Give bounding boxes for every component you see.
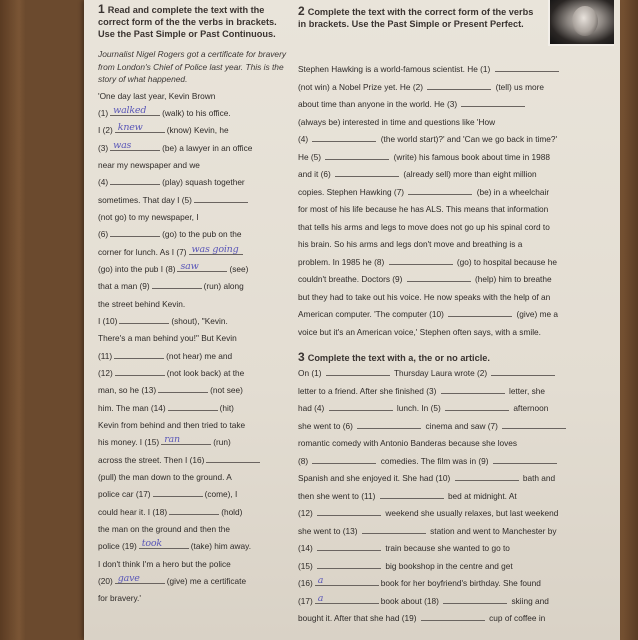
text-line <box>298 96 614 114</box>
answer-blank[interactable] <box>315 577 379 586</box>
worksheet-page <box>84 0 620 640</box>
text-line <box>298 453 614 471</box>
text-fragment: letter, she <box>506 385 545 396</box>
text-line <box>298 219 614 237</box>
text-line <box>298 400 614 418</box>
text-fragment: (go) to hospital because he <box>454 256 557 267</box>
portrait-face <box>572 6 598 36</box>
text-fragment: book about (18) <box>380 595 442 606</box>
exercise-1-instructions: Read and complete the text with the correct form of the the verbs in brackets. Use the Past Simple or Past Continuous. <box>98 5 277 39</box>
story-text: near my newspaper and we <box>98 159 200 170</box>
handwritten-answer: ran <box>164 434 180 446</box>
story-line <box>98 226 288 243</box>
text-fragment: He (5) <box>298 151 324 162</box>
story-text: (hold) <box>221 506 243 517</box>
text-fragment: On (1) <box>298 368 324 378</box>
story-line <box>98 313 288 330</box>
answer-blank[interactable] <box>110 228 160 237</box>
text-line <box>298 324 614 342</box>
story-line <box>98 521 288 538</box>
story-line <box>98 348 288 365</box>
handwritten-answer: saw <box>180 260 199 272</box>
text-fragment: she went to (6) <box>298 420 356 431</box>
text-fragment: romantic comedy with Antonio Banderas because she loves <box>298 438 518 448</box>
exercise-3-number: 3 <box>298 350 305 364</box>
answer-blank[interactable] <box>158 384 208 393</box>
story-text: (11) <box>98 350 113 361</box>
text-line <box>298 271 614 289</box>
story-text: (play) squash together <box>162 177 245 188</box>
text-line <box>298 610 614 628</box>
story-line <box>98 365 288 382</box>
text-fragment: (12) <box>298 508 316 518</box>
answer-blank[interactable] <box>421 612 485 621</box>
answer-blank[interactable] <box>317 542 381 551</box>
text-line <box>298 435 614 453</box>
story-text: I (2) <box>98 125 113 136</box>
text-fragment: letter to a friend. After she finished (3) <box>298 385 439 396</box>
text-fragment: Thursday Laura wrote (2) <box>391 368 490 378</box>
text-fragment: bought it. After that she had (19) <box>298 613 419 623</box>
story-line <box>98 434 288 451</box>
text-fragment: (give) me a <box>514 309 559 319</box>
text-fragment: comedies. The film was in (9) <box>378 455 491 466</box>
story-text: (not see) <box>210 385 243 396</box>
text-line <box>298 114 614 132</box>
text-line <box>298 149 614 167</box>
text-fragment: for most of his life because he has ALS. This means that information <box>298 204 549 214</box>
story-line <box>98 330 288 347</box>
text-fragment: (17) <box>298 595 313 606</box>
exercise-3-instructions: Complete the text with a, the or no article. <box>307 353 490 363</box>
answer-blank[interactable] <box>312 455 376 464</box>
story-text: corner for lunch. As I (7) <box>98 246 187 257</box>
text-fragment: lunch. In (5) <box>394 403 444 413</box>
exercise-2-heading <box>298 5 538 30</box>
handwritten-answer: gave <box>117 573 140 585</box>
text-line <box>298 488 614 506</box>
story-text: (pull) the man down to the ground. A <box>98 472 232 483</box>
answer-blank[interactable] <box>455 472 519 481</box>
story-text: sometimes. That day I (5) <box>98 194 192 205</box>
story-text: (shout), "Kevin. <box>171 315 228 326</box>
story-line <box>98 296 288 313</box>
story-text: (take) him away. <box>190 541 251 552</box>
story-line <box>98 452 288 469</box>
story-text: (see) <box>229 263 249 274</box>
text-fragment: (always be) interested in time and questions like 'How <box>298 116 496 127</box>
text-line <box>298 289 614 307</box>
handwritten-answer: knew <box>117 122 143 134</box>
answer-blank[interactable] <box>115 367 165 376</box>
story-line <box>98 573 288 590</box>
answer-blank[interactable] <box>445 402 509 411</box>
exercise-2-number: 2 <box>298 4 305 18</box>
text-fragment: weekend she usually relaxes, but last weekend <box>383 508 559 518</box>
story-text: (not go) to my newspaper, I <box>98 211 199 222</box>
text-line <box>298 558 614 576</box>
answer-blank[interactable] <box>168 402 218 411</box>
story-line <box>98 174 288 191</box>
story-text: (12) <box>98 368 113 378</box>
text-line <box>298 254 614 272</box>
story-line <box>98 382 288 399</box>
text-fragment: (4) <box>298 134 311 144</box>
text-line <box>298 383 614 401</box>
story-line <box>98 192 288 209</box>
answer-blank[interactable] <box>325 151 389 160</box>
answer-blank[interactable] <box>335 168 399 177</box>
answer-blank[interactable] <box>115 124 165 133</box>
text-fragment: (not win) a Nobel Prize yet. He (2) <box>298 81 426 92</box>
text-fragment: and it (6) <box>298 169 334 179</box>
text-fragment: problem. In 1985 he (8) <box>298 256 387 267</box>
exercise-2-instructions: Complete the text with the correct form of the verbs in brackets. Use the Past Simple or Present Perfect. <box>298 7 534 29</box>
text-line <box>298 365 614 383</box>
answer-blank[interactable] <box>177 260 227 272</box>
text-line <box>298 575 614 593</box>
story-text: police car (17) <box>98 489 151 500</box>
text-fragment: had (4) <box>298 403 327 413</box>
text-line <box>298 306 614 324</box>
story-text: There's a man behind you!" But Kevin <box>98 333 237 344</box>
answer-blank[interactable] <box>495 63 559 72</box>
text-fragment: his brain. So his arms and legs don't move and breathing is a <box>298 239 523 249</box>
story-line <box>98 417 288 434</box>
text-line <box>298 61 614 79</box>
text-fragment: (15) <box>298 560 316 571</box>
story-text: man, so he (13) <box>98 385 157 396</box>
story-text: (go) to the pub on the <box>162 229 242 240</box>
story-text: Kevin from behind and then tried to take <box>98 420 246 431</box>
exercise-3-heading <box>298 351 614 364</box>
exercise-1-number: 1 <box>98 2 105 16</box>
story-text: (not look back) at the <box>166 368 245 378</box>
story-text: (hit) <box>219 402 234 413</box>
text-fragment: (8) <box>298 455 311 466</box>
answer-blank[interactable] <box>326 367 390 376</box>
answer-blank[interactable] <box>317 507 381 516</box>
answer-blank[interactable] <box>114 350 164 359</box>
text-fragment: she went to (13) <box>298 525 360 536</box>
answer-blank[interactable] <box>110 176 160 185</box>
exercise-3-text <box>298 365 614 628</box>
text-fragment: (help) him to breathe <box>472 274 552 284</box>
text-fragment: (the world start)?' and 'Can we go back in time?' <box>378 134 558 144</box>
text-fragment: that tells his arms and legs to move does not go up his spinal cord to <box>298 221 550 232</box>
text-line <box>298 505 614 523</box>
text-fragment: voice but it's an American voice,' Stephen often says, with a smile. <box>298 326 541 337</box>
text-fragment: station and went to Manchester by <box>427 525 557 536</box>
text-fragment: bed at midnight. At <box>445 490 517 501</box>
story-line <box>98 469 288 486</box>
story-text: (walk) to his office. <box>162 107 231 118</box>
answer-blank[interactable] <box>119 315 169 324</box>
answer-blank[interactable] <box>362 525 426 534</box>
text-fragment: cinema and saw (7) <box>423 420 501 431</box>
handwritten-answer: a <box>317 592 324 604</box>
text-fragment: cup of coffee in <box>486 613 546 623</box>
story-text: (6) <box>98 229 109 240</box>
story-text: (not hear) me and <box>166 350 233 361</box>
story-line <box>98 538 288 555</box>
text-line <box>298 470 614 488</box>
story-line <box>98 504 288 521</box>
story-text: (run) <box>213 437 231 448</box>
text-fragment: American computer. 'The computer (10) <box>298 309 447 319</box>
text-line <box>298 418 614 436</box>
text-fragment: (write) his famous book about time in 1988 <box>391 151 551 162</box>
answer-blank[interactable] <box>448 308 512 317</box>
answer-blank[interactable] <box>161 436 211 445</box>
text-fragment: (14) <box>298 543 316 553</box>
story-text: (give) me a certificate <box>166 576 247 587</box>
text-fragment: big bookshop in the centre and get <box>383 560 513 571</box>
exercise-1-story <box>98 88 288 608</box>
text-line <box>298 236 614 254</box>
answer-blank[interactable] <box>312 133 376 142</box>
answer-blank[interactable] <box>380 490 444 499</box>
text-line <box>298 593 614 611</box>
text-fragment: copies. Stephen Hawking (7) <box>298 186 407 197</box>
answer-blank[interactable] <box>115 575 165 584</box>
text-fragment: book for her boyfriend's birthday. She found <box>380 578 541 588</box>
handwritten-answer: walked <box>113 104 147 116</box>
story-text: could hear it. I (18) <box>98 506 168 517</box>
text-line <box>298 523 614 541</box>
exercise-2-text <box>298 61 614 341</box>
answer-blank[interactable] <box>491 367 555 376</box>
story-line <box>98 400 288 417</box>
story-text: across the street. Then I (16) <box>98 454 205 465</box>
stephen-hawking-photo <box>548 0 614 46</box>
story-text: I don't think I'm a hero but the police <box>98 558 231 569</box>
story-text: I (10) <box>98 315 118 326</box>
answer-blank[interactable] <box>493 455 557 464</box>
text-line <box>298 166 614 184</box>
text-line <box>298 540 614 558</box>
story-line <box>98 278 288 295</box>
story-text: the street behind Kevin. <box>98 298 186 309</box>
answer-blank[interactable] <box>315 592 379 604</box>
text-line <box>298 79 614 97</box>
answer-blank[interactable] <box>407 273 471 282</box>
story-text: (know) Kevin, he <box>166 125 229 136</box>
handwritten-answer: a <box>317 575 324 586</box>
answer-blank[interactable] <box>152 280 202 289</box>
text-fragment: Stephen Hawking is a world-famous scientist. He (1) <box>298 64 493 74</box>
text-fragment: train because she wanted to go to <box>383 543 510 553</box>
answer-blank[interactable] <box>502 420 566 429</box>
handwritten-answer: was going <box>191 243 239 255</box>
story-text: (be) a lawyer in an office <box>162 142 253 153</box>
story-text: 'One day last year, Kevin Brown <box>98 90 216 101</box>
handwritten-answer: took <box>141 538 162 550</box>
story-line <box>98 140 288 157</box>
answer-blank[interactable] <box>389 256 453 265</box>
answer-blank[interactable] <box>206 454 260 463</box>
text-fragment: (already sell) more than eight million <box>401 169 537 179</box>
answer-blank[interactable] <box>357 420 421 429</box>
text-fragment: afternoon <box>511 403 549 413</box>
exercise-1-heading <box>98 3 288 40</box>
story-text: police (19) <box>98 541 137 552</box>
text-fragment: couldn't breathe. Doctors (9) <box>298 274 405 284</box>
story-line <box>98 486 288 503</box>
text-fragment: (be) in a wheelchair <box>474 186 550 197</box>
text-fragment: bath and <box>520 473 556 483</box>
answer-blank[interactable] <box>153 488 203 497</box>
answer-blank[interactable] <box>110 139 160 151</box>
text-fragment: skiing and <box>509 595 549 606</box>
story-text: (20) <box>98 576 113 587</box>
handwritten-answer: was <box>113 139 132 151</box>
story-line <box>98 590 288 607</box>
answer-blank[interactable] <box>189 243 243 255</box>
answer-blank[interactable] <box>194 194 248 203</box>
exercise-1 <box>98 0 288 608</box>
text-fragment: (tell) us more <box>493 81 544 92</box>
text-fragment: (16) <box>298 578 313 588</box>
exercise-1-intro: Journalist Nigel Rogers got a certificate for bravery from London's Chief of Police last year. This is the story of what happened. <box>98 49 287 84</box>
story-text: his money. I (15) <box>98 437 160 448</box>
story-text: (come), I <box>204 489 238 500</box>
story-line <box>98 157 288 174</box>
exercise-2-and-3 <box>298 0 614 628</box>
story-line <box>98 261 288 278</box>
text-fragment: then she went to (11) <box>298 490 378 501</box>
text-fragment: but they had to take out his voice. He now speaks with the help of an <box>298 291 551 302</box>
text-line <box>298 201 614 219</box>
story-text: him. The man (14) <box>98 402 166 413</box>
story-line <box>98 88 288 105</box>
text-fragment: about time than anyone in the world. He (3) <box>298 99 460 109</box>
answer-blank[interactable] <box>443 595 507 604</box>
story-text: the man on the ground and then the <box>98 524 230 535</box>
story-text: (1) <box>98 107 109 118</box>
answer-blank[interactable] <box>329 402 393 411</box>
story-line <box>98 556 288 573</box>
story-text: for bravery.' <box>98 593 141 604</box>
story-text: (run) along <box>203 281 244 292</box>
story-text: (4) <box>98 177 109 188</box>
story-line <box>98 244 288 261</box>
story-text: that a man (9) <box>98 281 150 292</box>
answer-blank[interactable] <box>441 385 505 394</box>
answer-blank[interactable] <box>461 98 525 107</box>
text-fragment: Spanish and she enjoyed it. She had (10) <box>298 473 453 483</box>
answer-blank[interactable] <box>408 186 472 195</box>
answer-blank[interactable] <box>169 506 219 515</box>
story-line <box>98 105 288 122</box>
story-line <box>98 209 288 226</box>
story-text: (go) into the pub I (8) <box>98 263 176 274</box>
story-text: (3) <box>98 142 109 153</box>
text-line <box>298 184 614 202</box>
story-line <box>98 122 288 139</box>
answer-blank[interactable] <box>139 540 189 549</box>
answer-blank[interactable] <box>317 560 381 569</box>
text-line <box>298 131 614 149</box>
answer-blank[interactable] <box>110 104 160 116</box>
answer-blank[interactable] <box>427 81 491 90</box>
